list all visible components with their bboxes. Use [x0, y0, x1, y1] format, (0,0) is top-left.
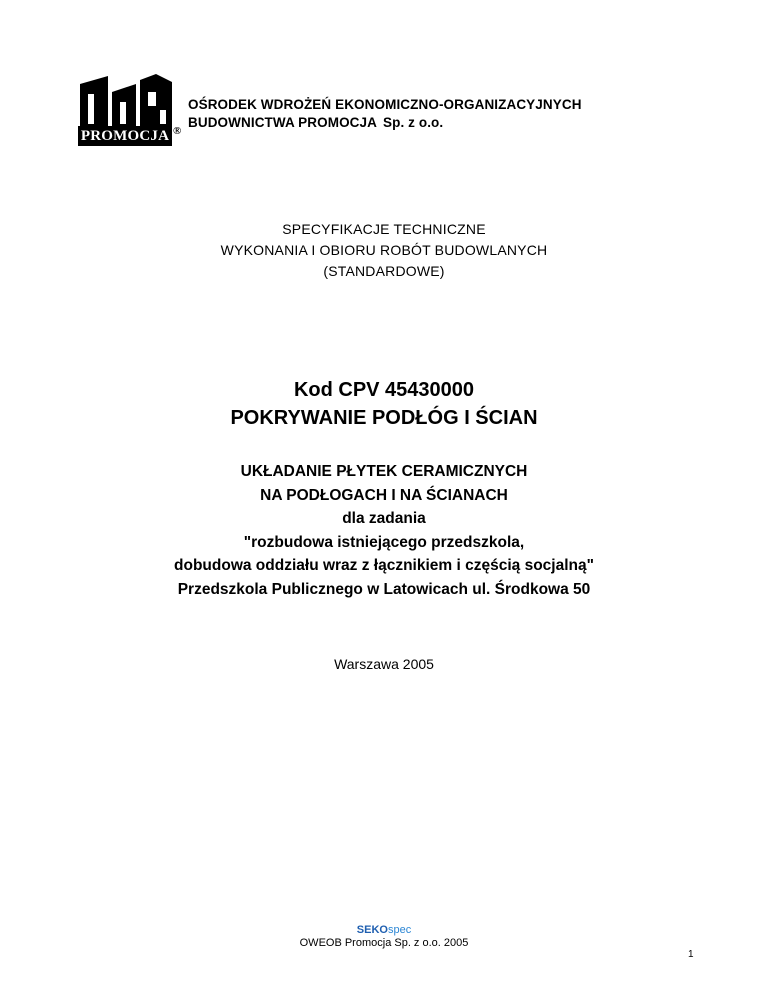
description-line: Przedszkola Publicznego w Latowicach ul. Środkowa 50: [177, 580, 591, 598]
description-line: NA PODŁOGACH I NA ŚCIANACH: [260, 486, 508, 504]
description-line: UKŁADANIE PŁYTEK CERAMICZNYCH: [240, 463, 528, 480]
cpv-code-title: [0, 376, 768, 432]
org-line-1: OŚRODEK WDROŻEŃ EKONOMICZNO-ORGANIZACYJNYCH: [188, 97, 582, 112]
cpv-title: POKRYWANIE PODŁÓG I ŚCIAN: [230, 407, 538, 429]
spec-heading: [0, 219, 768, 282]
page-number: 1: [688, 949, 694, 960]
spec-line-3: (STANDARDOWE): [323, 263, 445, 279]
cpv-code: Kod CPV 45430000: [293, 379, 475, 401]
brand-light: spec: [387, 924, 412, 936]
description-line: dobudowa oddziału wraz z łącznikiem i częścią socjalną": [174, 557, 594, 574]
organization-name: [188, 96, 582, 132]
logo-wordmark: PROMOCJA: [78, 126, 172, 146]
org-line-2-suffix: Sp. z o.o.: [383, 115, 444, 130]
spec-line-2: WYKONANIA I OBIORU ROBÓT BUDOWLANYCH: [220, 242, 548, 258]
registered-mark: ®: [173, 125, 182, 137]
org-line-2: [188, 114, 582, 132]
description-line: "rozbudowa istniejącego przedszkola,: [243, 533, 525, 551]
footer-brand: [0, 924, 768, 937]
org-line-2-main: BUDOWNICTWA PROMOCJA: [188, 115, 377, 130]
footer-copyright: OWEOB Promocja Sp. z o.o. 2005: [299, 937, 469, 949]
brand-bold: SEKO: [356, 924, 388, 936]
promocja-logo: [78, 74, 188, 148]
task-description: [0, 460, 768, 601]
city-date: Warszawa 2005: [334, 656, 434, 672]
description-line: dla zadania: [342, 510, 426, 527]
spec-line-1: SPECYFIKACJE TECHNICZNE: [282, 221, 486, 237]
page-footer: [0, 924, 768, 950]
building-logo-icon: [78, 74, 173, 128]
